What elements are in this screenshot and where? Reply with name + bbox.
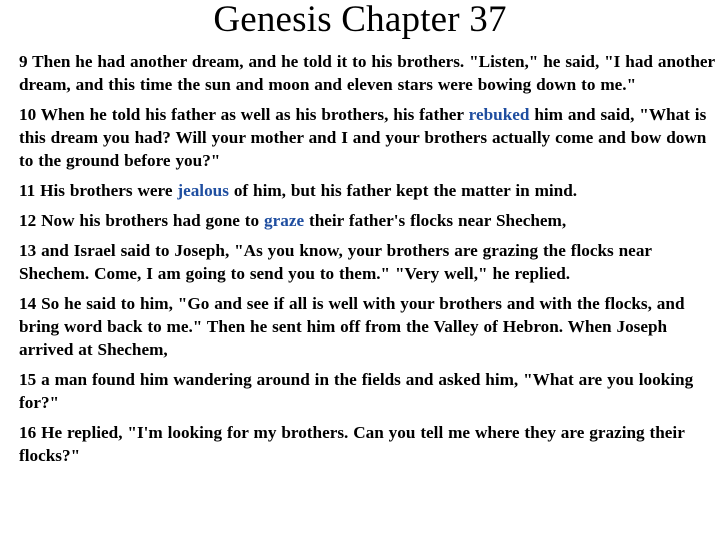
verse-13 (19, 239, 715, 285)
verse-text: 16 He replied, "I'm looking for my brothers. Can you tell me where they are grazing their flocks?" (19, 423, 685, 465)
keyword-rebuked: rebuked (468, 105, 530, 124)
verse-list (19, 50, 715, 474)
verse-15 (19, 368, 715, 414)
verse-12 (19, 209, 715, 232)
page-title: Genesis Chapter 37 (213, 0, 507, 40)
verse-text: their father's flocks near Shechem, (304, 211, 567, 230)
verse-text: of him, but his father kept the matter in mind. (228, 181, 578, 200)
verse-text: 15 a man found him wandering around in the fields and asked him, "What are you looking for?" (19, 370, 694, 412)
verse-text: 14 So he said to him, "Go and see if all is well with your brothers and with the flocks, and bring word back to me." Then he sent him off from the Valley of Hebron. When Joseph arrived at Shechem, (19, 294, 685, 359)
verse-text: 12 Now his brothers had gone to (19, 211, 265, 230)
verse-11 (19, 179, 715, 202)
verse-text: him and said, "What is this dream you had? Will your mother and I and your brothers actually come and bow down to the ground before you?" (19, 105, 707, 170)
verse-16 (19, 421, 715, 467)
verse-9 (19, 50, 715, 96)
verse-10 (19, 103, 715, 172)
verse-text: 13 and Israel said to Joseph, "As you know, your brothers are grazing the flocks near Shechem. Come, I am going to send you to them." "Very well," he replied. (19, 241, 652, 283)
verse-text: 11 His brothers were (19, 181, 178, 200)
verse-text: 10 When he told his father as well as his brothers, his father (19, 105, 469, 124)
verse-14 (19, 292, 715, 361)
verse-text: 9 Then he had another dream, and he told it to his brothers. "Listen," he said, "I had another dream, and this time the sun and moon and eleven stars were bowing down to me." (19, 52, 715, 94)
keyword-jealous: jealous (177, 181, 229, 200)
keyword-graze: graze (264, 211, 305, 230)
